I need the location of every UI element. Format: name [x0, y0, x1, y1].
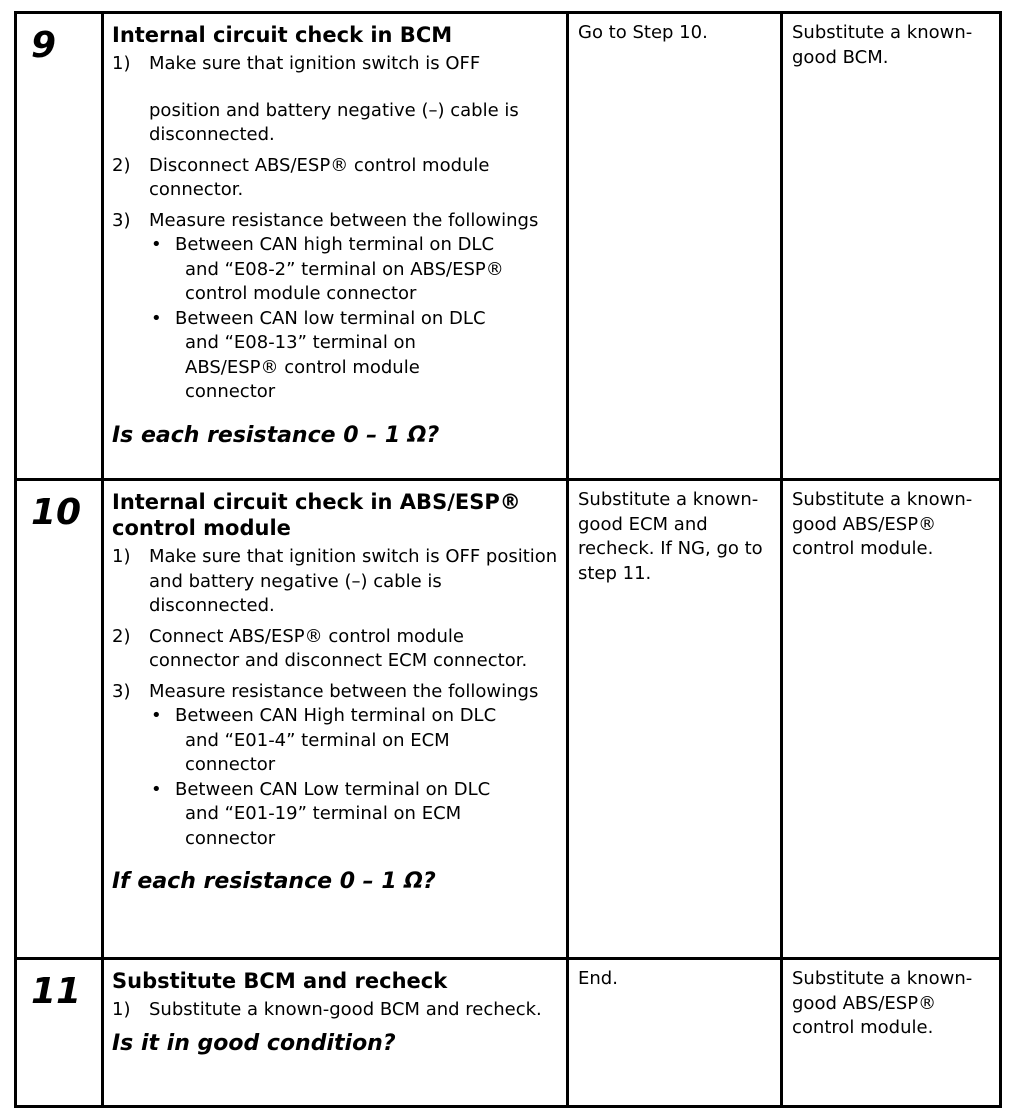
instruction-item — [112, 680, 558, 852]
item-number: 1) — [112, 53, 131, 74]
action-cell — [103, 13, 568, 480]
item-text: Substitute a known-good BCM and recheck. — [149, 999, 542, 1020]
yes-text: Substitute a known-good ECM and recheck. If NG, go to step 11. — [578, 489, 763, 584]
step-row — [16, 480, 1001, 959]
instruction-item — [112, 52, 558, 148]
bullet-text: Between CAN high terminal on DLC — [175, 234, 495, 255]
step-number: 11 — [31, 971, 82, 1012]
instruction-item — [112, 209, 558, 405]
action-cell — [103, 480, 568, 959]
bullet-text-continued: connector — [185, 827, 276, 849]
instruction-list — [112, 545, 558, 851]
bullet-text: Between CAN Low terminal on DLC — [175, 778, 491, 800]
step-question: Is it in good condition? — [112, 1030, 396, 1056]
step-question: Is each resistance 0 – 1 Ω? — [112, 422, 440, 448]
item-text: Disconnect ABS/ESP® control module connector. — [149, 154, 490, 200]
yes-cell — [568, 480, 782, 959]
yes-cell — [568, 959, 782, 1107]
yes-text: End. — [578, 968, 618, 989]
bullet-icon: • — [151, 778, 162, 800]
no-text: Substitute a known-good ABS/ESP® control module. — [792, 489, 973, 559]
bullet-text-continued: and “E01-4” terminal on ECM — [185, 729, 450, 751]
bullet-icon: • — [151, 307, 162, 329]
bullet-text-continued: ABS/ESP® control module — [185, 356, 420, 378]
bullet-icon: • — [151, 705, 162, 726]
bullet-item — [149, 233, 558, 307]
instruction-item — [112, 998, 558, 1023]
step-row — [16, 13, 1001, 480]
item-number: 3) — [112, 680, 131, 702]
yes-cell — [568, 13, 782, 480]
bullet-text-continued: and “E08-2” terminal on ABS/ESP® — [185, 258, 504, 280]
item-text: Make sure that ignition switch is OFF — [149, 53, 481, 74]
bullet-text-continued: control module connector — [185, 283, 417, 304]
no-cell — [782, 959, 1001, 1107]
item-number: 3) — [112, 209, 131, 231]
instruction-item — [112, 545, 558, 619]
bullet-item — [149, 704, 558, 778]
item-text: Measure resistance between the followings — [149, 209, 539, 231]
bullet-list — [149, 704, 558, 851]
step-number: 9 — [31, 25, 57, 66]
step-number: 10 — [31, 492, 82, 533]
yes-text: Go to Step 10. — [578, 22, 708, 43]
troubleshooting-table — [14, 11, 1002, 1108]
step-question: If each resistance 0 – 1 Ω? — [112, 869, 436, 894]
instruction-list — [112, 52, 558, 405]
bullet-text: Between CAN High terminal on DLC — [175, 705, 497, 726]
no-cell — [782, 13, 1001, 480]
bullet-item — [149, 307, 558, 405]
instruction-item — [112, 154, 558, 203]
step-number-cell — [16, 959, 103, 1107]
item-number: 1) — [112, 546, 131, 567]
item-number: 1) — [112, 999, 131, 1020]
item-text: Measure resistance between the followings — [149, 680, 539, 702]
bullet-text: Between CAN low terminal on DLC — [175, 307, 486, 329]
step-number-cell — [16, 13, 103, 480]
instruction-list — [112, 998, 558, 1023]
no-text: Substitute a known-good ABS/ESP® control module. — [792, 968, 973, 1038]
bullet-list — [149, 233, 558, 405]
step-title: Internal circuit check in ABS/ESP® control module — [112, 490, 521, 540]
bullet-text-continued: connector — [185, 754, 276, 775]
bullet-item — [149, 778, 558, 852]
item-text: Make sure that ignition switch is OFF position and battery negative (–) cable is disconnected. — [149, 546, 558, 616]
step-title: Substitute BCM and recheck — [112, 969, 448, 993]
step-title: Internal circuit check in BCM — [112, 23, 453, 47]
item-text: Connect ABS/ESP® control module connector and disconnect ECM connector. — [149, 625, 528, 671]
bullet-text-continued: and “E08-13” terminal on — [185, 332, 416, 353]
instruction-item — [112, 625, 558, 674]
item-text-continued: position and battery negative (–) cable is disconnected. — [149, 99, 519, 145]
bullet-text-continued: connector — [185, 381, 276, 402]
action-cell — [103, 959, 568, 1107]
step-row — [16, 959, 1001, 1107]
bullet-icon: • — [151, 234, 162, 255]
item-number: 2) — [112, 625, 131, 647]
no-text: Substitute a known-good BCM. — [792, 22, 973, 68]
step-number-cell — [16, 480, 103, 959]
item-number: 2) — [112, 154, 131, 176]
no-cell — [782, 480, 1001, 959]
bullet-text-continued: and “E01-19” terminal on ECM — [185, 803, 462, 824]
